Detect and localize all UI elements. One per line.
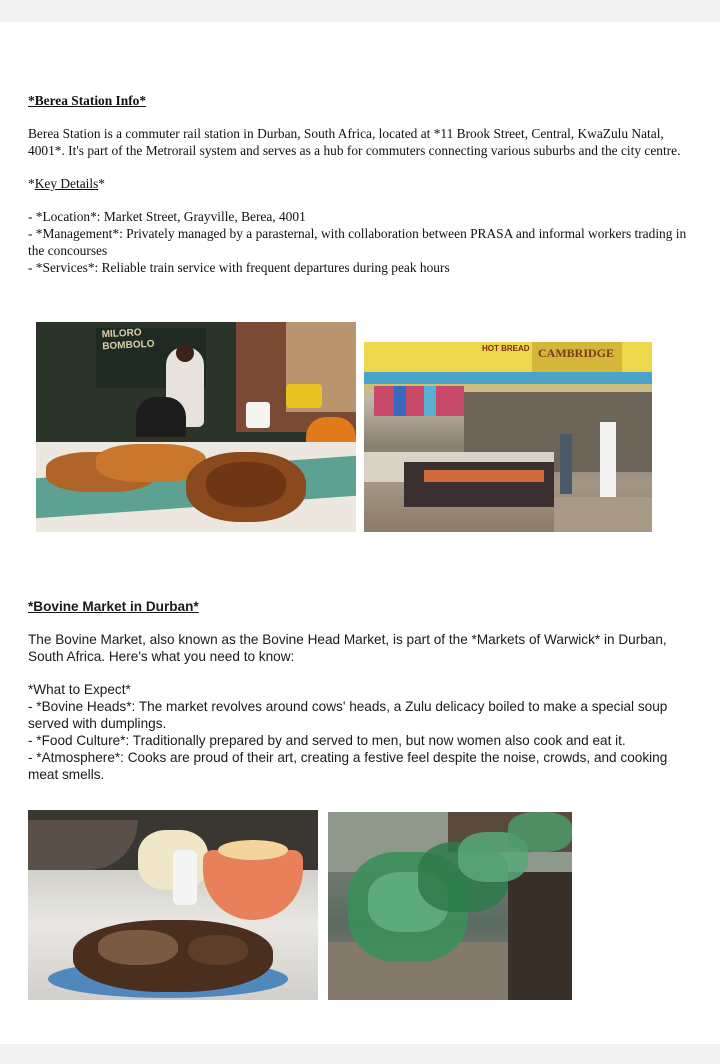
station-shops-photo	[364, 342, 652, 532]
what-to-expect-label: *What to Expect*	[28, 682, 131, 697]
key-details-suffix: *	[98, 176, 105, 191]
document-page	[0, 22, 720, 1044]
bovine-intro-paragraph: The Bovine Market, also known as the Bovine Head Market, is part of the *Markets of Warwick* in Durban, South Africa. Here's what you need to know:	[28, 632, 667, 664]
expect-item-bovine-heads: - *Bovine Heads*: The market revolves around cows' heads, a Zulu delicacy boiled to make a special soup served with dumplings.	[28, 699, 668, 731]
expect-item-atmosphere: - *Atmosphere*: Cooks are proud of their art, creating a festive feel despite the noise, crowds, and cooking meat smells.	[28, 750, 668, 782]
key-details-prefix: *	[28, 176, 35, 191]
expect-item-food-culture: - *Food Culture*: Traditionally prepared by and served to men, but now women also cook and eat it.	[28, 733, 626, 748]
stall-sign-text-1: MILORO	[101, 327, 142, 341]
key-details-heading	[28, 175, 692, 192]
detail-item-management: - *Management*: Privately managed by a parasternal, with collaboration between PRASA and informal workers trading in the concourses	[28, 226, 687, 258]
section-berea-station	[28, 92, 692, 276]
food-stall-photo	[36, 322, 356, 532]
detail-item-services: - *Services*: Reliable train service with frequent departures during peak hours	[28, 260, 450, 275]
bovine-heads-dish-photo	[28, 810, 318, 1000]
section-heading-bovine: *Bovine Market in Durban*	[28, 599, 199, 614]
berea-intro-paragraph: Berea Station is a commuter rail station in Durban, South Africa, located at *11 Brook Street, Central, KwaZulu Natal, 4001*. It's part of the Metrorail system and serves as a hub for commuters connecting various suburbs and the city centre.	[28, 126, 681, 158]
detail-item-location: - *Location*: Market Street, Grayville, Berea, 4001	[28, 209, 306, 224]
section-bovine-market	[28, 598, 692, 783]
key-details-label: Key Details	[34, 176, 99, 191]
wrapped-meat-photo	[328, 812, 572, 1000]
shop-sign-cambridge: CAMBRIDGE	[538, 346, 615, 360]
stall-sign-text-2: BOMBOLO	[102, 338, 155, 353]
shop-sign-hot-bread: HOT BREAD	[482, 344, 530, 353]
section-heading-berea: *Berea Station Info*	[28, 93, 147, 108]
